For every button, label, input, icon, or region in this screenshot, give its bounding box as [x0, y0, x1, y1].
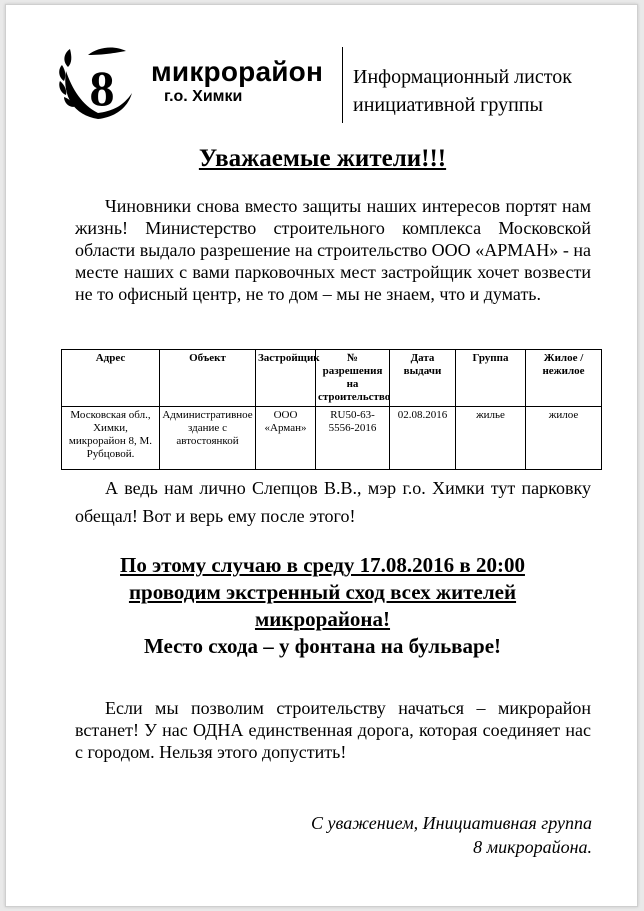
- logo-laurel-icon: [58, 45, 138, 123]
- paragraph-mayor: А ведь нам лично Слепцов В.В., мэр г.о. Химки тут парковку обещал! Вот и верь ему после этого!: [75, 478, 591, 526]
- table-cell: Московская обл., Химки, микрорайон 8, М. Рубцовой.: [62, 407, 160, 470]
- brand-name: микрорайон: [151, 56, 324, 87]
- signature-line-1: С уважением, Инициативная группа: [311, 813, 592, 833]
- paragraph-warning: Если мы позволим строительству начаться – микрорайон встанет! У нас ОДНА единственная дорога, которая соединяет нас с городом. Нельзя этого допустить!: [75, 698, 591, 762]
- table-cell: 02.08.2016: [390, 407, 456, 470]
- meeting-line-3: микрорайона!: [254, 607, 391, 631]
- table-header-cell: № разрешения на строительство: [316, 350, 390, 407]
- brand: [151, 57, 323, 107]
- table-header-cell: Адрес: [62, 350, 160, 407]
- svg-text:8: 8: [89, 60, 115, 116]
- meeting-line-1: По этому случаю в среду 17.08.2016 в 20:00: [120, 553, 525, 577]
- paragraph-intro: Чиновники снова вместо защиты наших интересов портят нам жизнь! Министерство строительного комплекса Московской области выдало разрешение на строительство ООО «АРМАН» - на месте наших с вами парковочных мест застройщик хочет возвести не то офисный центр, не то дом – мы не знаем, что и думать.: [75, 196, 591, 304]
- header-divider: [342, 47, 343, 123]
- table-header-cell: Объект: [160, 350, 256, 407]
- page-title: Уважаемые жители!!!: [198, 145, 447, 172]
- info-caption: [353, 63, 572, 119]
- table-cell: жилье: [456, 407, 526, 470]
- meeting-place: Место схода – у фонтана на бульваре!: [143, 634, 502, 658]
- table-cell: RU50-63-5556-2016: [316, 407, 390, 470]
- table-header-cell: Застройщик: [256, 350, 316, 407]
- meeting-line-2: проводим экстренный сход всех жителей: [128, 580, 517, 604]
- table-cell: жилое: [526, 407, 602, 470]
- signature: [311, 811, 592, 859]
- meeting-announcement: [6, 552, 639, 660]
- table-cell: ООО «Арман»: [256, 407, 316, 470]
- info-line-2: инициативной группы: [353, 94, 543, 116]
- info-line-1: Информационный листок: [353, 66, 572, 88]
- signature-line-2: 8 микрорайона.: [473, 837, 592, 857]
- table-header-cell: Группа: [456, 350, 526, 407]
- table-header-row: [62, 350, 602, 407]
- permit-table: [61, 349, 602, 470]
- table-row: [62, 407, 602, 470]
- table-header-cell: Жилое / нежилое: [526, 350, 602, 407]
- table-cell: Административное здание с автостоянкой: [160, 407, 256, 470]
- brand-city: г.о. Химки: [164, 88, 243, 105]
- document-page: [5, 4, 638, 907]
- table-header-cell: Дата выдачи: [390, 350, 456, 407]
